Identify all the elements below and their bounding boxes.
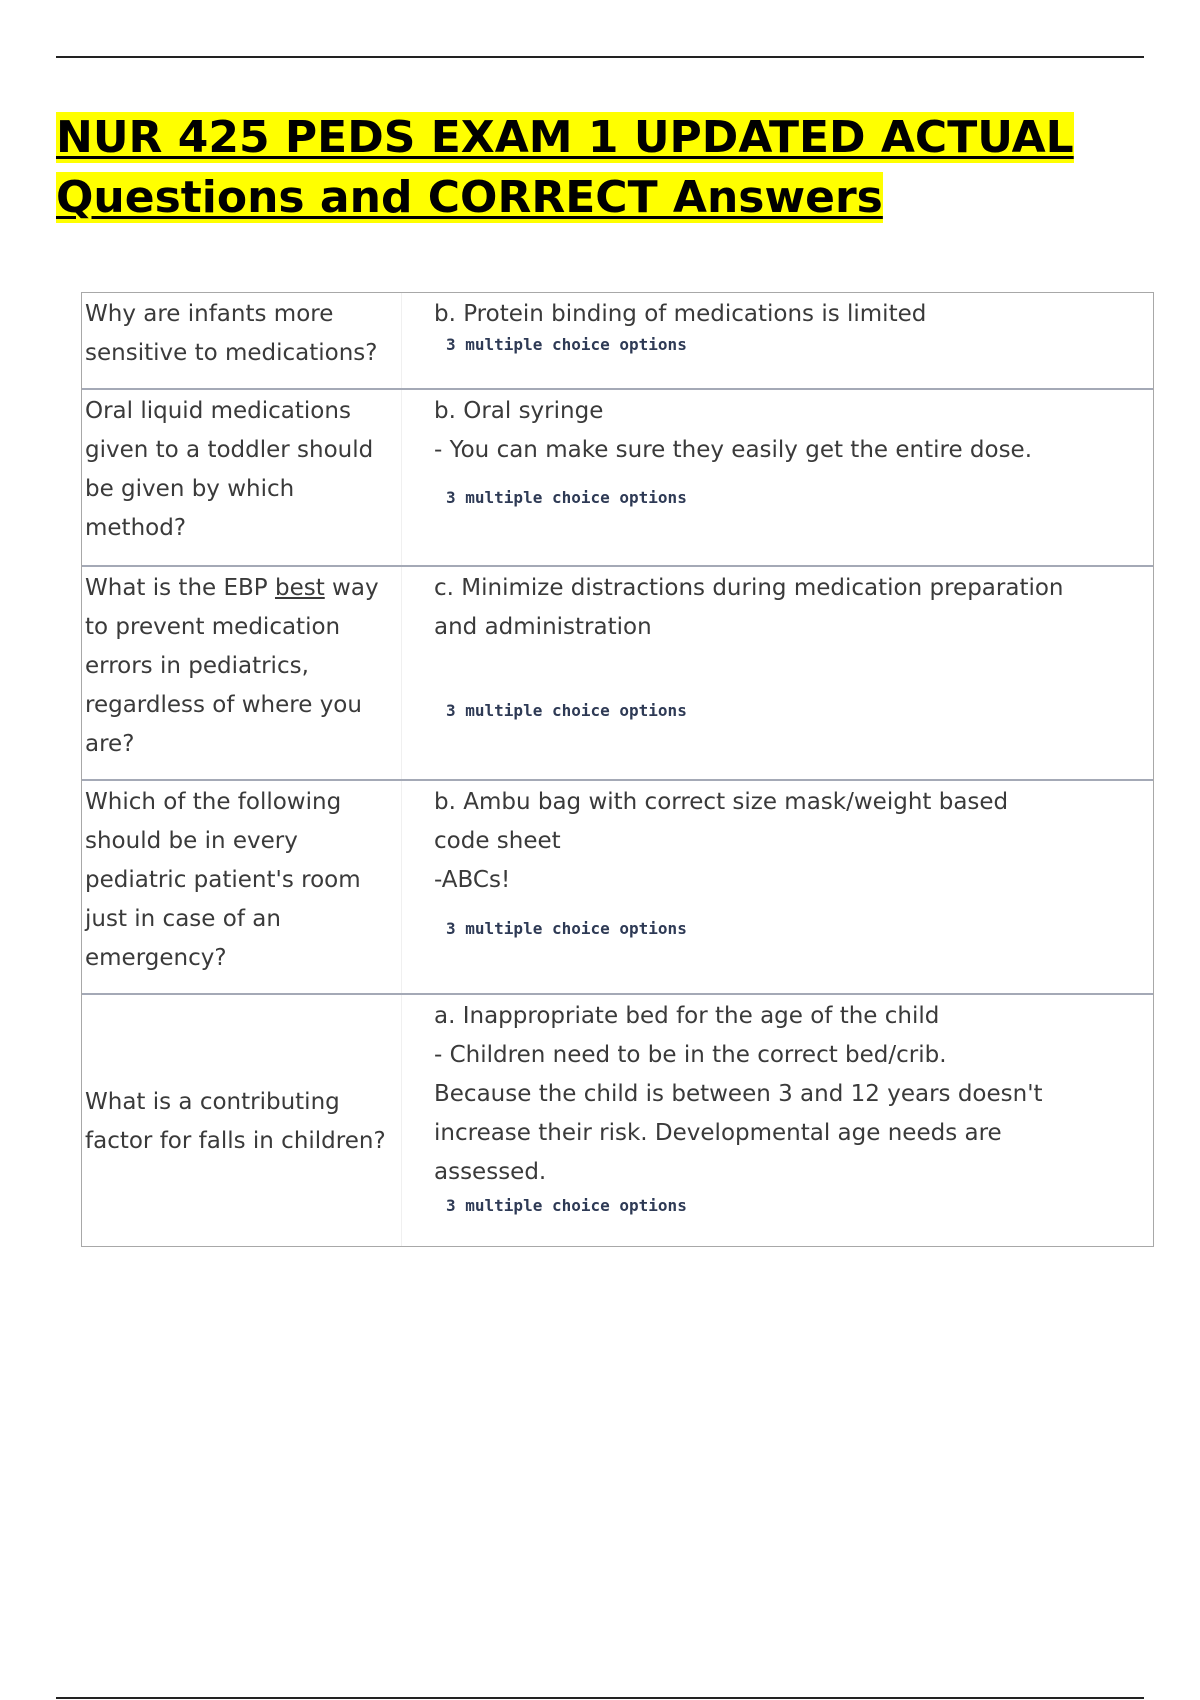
answer-line: - Children need to be in the correct bed/crib. bbox=[434, 1042, 947, 1068]
document-title bbox=[56, 108, 1156, 228]
question-line: sensitive to medications? bbox=[85, 340, 378, 366]
answer-line: c. Minimize distractions during medication preparation bbox=[434, 575, 1064, 601]
qa-row bbox=[82, 995, 1153, 1246]
answer-cell bbox=[402, 390, 1153, 565]
answer-cell bbox=[402, 995, 1153, 1246]
qa-row bbox=[82, 567, 1153, 781]
question-line: factor for falls in children? bbox=[85, 1127, 386, 1154]
answer-line: increase their risk. Developmental age needs are bbox=[434, 1120, 1002, 1146]
answer-cell bbox=[402, 567, 1153, 779]
question-line: Oral liquid medications bbox=[85, 398, 351, 424]
question-line: Which of the following bbox=[85, 789, 342, 815]
question-line bbox=[85, 569, 395, 608]
title-line-1: NUR 425 PEDS EXAM 1 UPDATED ACTUAL bbox=[56, 112, 1074, 163]
multiple-choice-options-label: 3 multiple choice options bbox=[446, 919, 687, 938]
title-line-2: Questions and CORRECT Answers bbox=[56, 172, 883, 223]
question-cell bbox=[82, 781, 402, 993]
question-line: should be in every bbox=[85, 828, 298, 854]
question-text: way bbox=[324, 575, 379, 601]
question-line: What is a contributing bbox=[85, 1088, 340, 1115]
question-cell bbox=[82, 293, 402, 388]
answer-line: b. Ambu bag with correct size mask/weight based bbox=[434, 789, 1009, 815]
question-text: What is the EBP bbox=[85, 575, 275, 601]
question-line: to prevent medication bbox=[85, 614, 341, 640]
answer-cell bbox=[402, 781, 1153, 993]
question-cell bbox=[82, 390, 402, 565]
question-line: are? bbox=[85, 731, 135, 757]
answer-line: -ABCs! bbox=[434, 867, 511, 893]
multiple-choice-options-label: 3 multiple choice options bbox=[446, 701, 687, 720]
question-line: errors in pediatrics, bbox=[85, 653, 309, 679]
answer-line: and administration bbox=[434, 614, 652, 640]
question-cell bbox=[82, 995, 402, 1246]
question-line: regardless of where you bbox=[85, 692, 362, 718]
qa-row bbox=[82, 781, 1153, 995]
question-line: be given by which bbox=[85, 476, 295, 502]
emphasized-word: best bbox=[274, 575, 325, 601]
answer-line: b. Oral syringe bbox=[434, 398, 604, 424]
top-rule bbox=[56, 56, 1144, 58]
answer-line: code sheet bbox=[434, 828, 561, 854]
multiple-choice-options-label: 3 multiple choice options bbox=[446, 335, 687, 354]
answer-line: Because the child is between 3 and 12 years doesn't bbox=[434, 1081, 1043, 1107]
question-line: given to a toddler should bbox=[85, 437, 374, 463]
answer-line: assessed. bbox=[434, 1159, 547, 1185]
answer-line: b. Protein binding of medications is limited bbox=[434, 301, 927, 327]
answer-line: - You can make sure they easily get the entire dose. bbox=[434, 437, 1033, 463]
question-line: pediatric patient's room bbox=[85, 867, 361, 893]
question-line: just in case of an bbox=[85, 906, 281, 932]
qa-row bbox=[82, 390, 1153, 567]
question-line: Why are infants more bbox=[85, 301, 334, 327]
answer-cell bbox=[402, 293, 1153, 388]
answer-line: a. Inappropriate bed for the age of the child bbox=[434, 1003, 940, 1029]
question-line: emergency? bbox=[85, 945, 227, 971]
question-cell bbox=[82, 567, 402, 779]
bottom-rule bbox=[56, 1697, 1144, 1699]
multiple-choice-options-label: 3 multiple choice options bbox=[446, 1196, 687, 1215]
qa-table bbox=[81, 292, 1154, 1247]
question-line: method? bbox=[85, 515, 187, 541]
qa-row bbox=[82, 293, 1153, 390]
multiple-choice-options-label: 3 multiple choice options bbox=[446, 488, 687, 507]
